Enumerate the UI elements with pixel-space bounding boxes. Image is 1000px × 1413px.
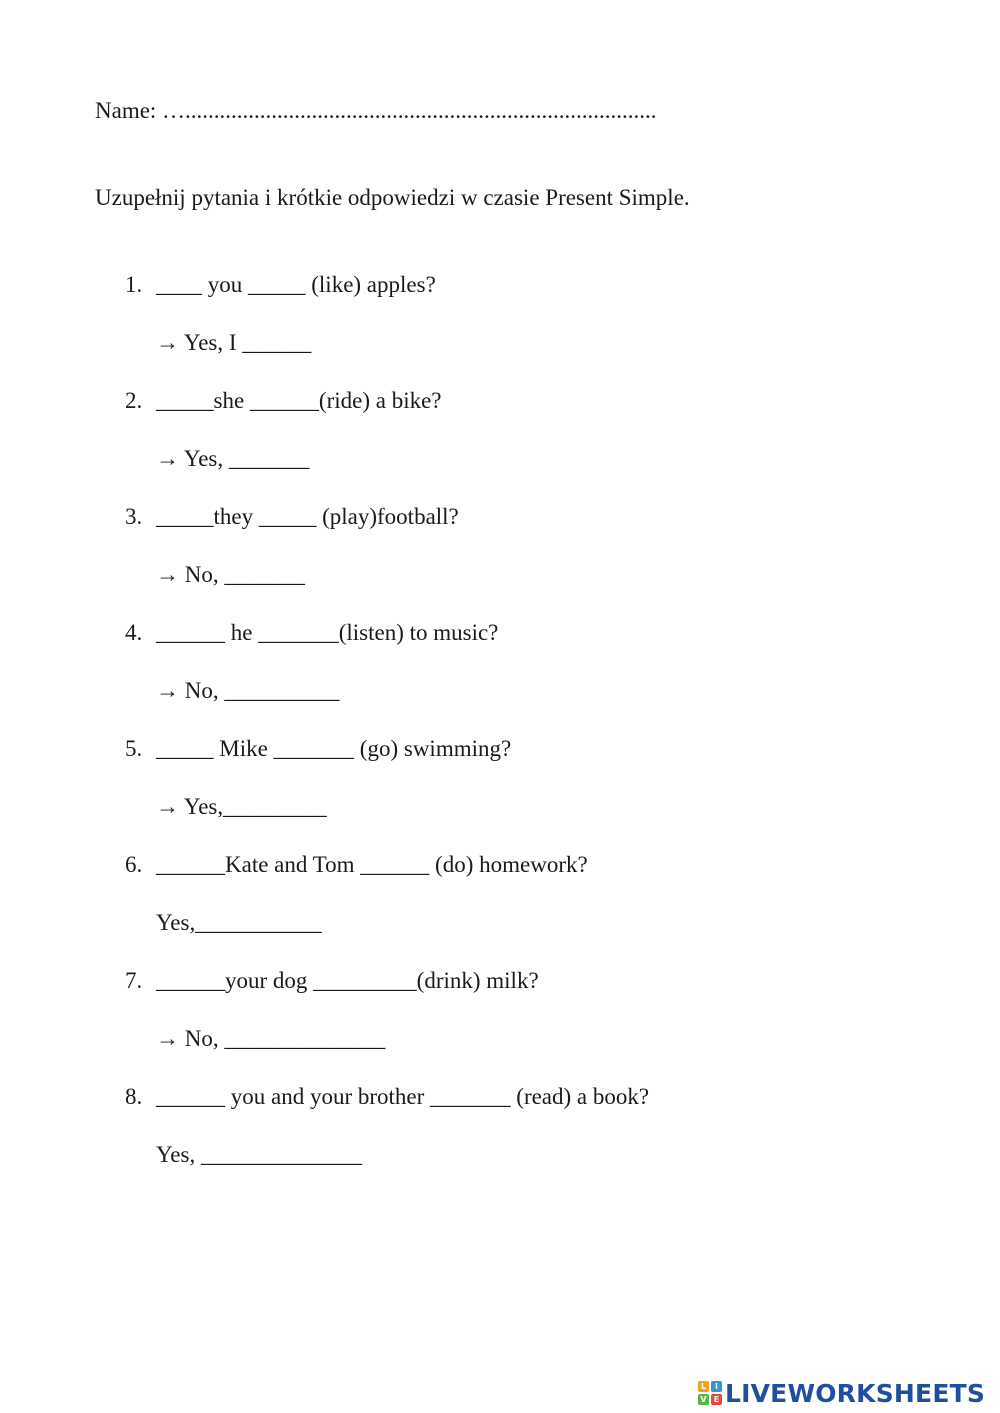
liveworksheets-brand <box>698 1377 985 1409</box>
answer-text: Yes,___________ <box>156 910 322 935</box>
answer-text: → Yes, _______ <box>156 446 310 471</box>
name-field-line: Name: ….................................................................................. <box>95 98 657 123</box>
answer-text: → No, __________ <box>156 678 340 703</box>
answer-text: Yes, ______________ <box>156 1142 362 1167</box>
liveworksheets-logo-icon <box>698 1381 722 1405</box>
logo-letter: L <box>698 1381 709 1392</box>
question-number: 6. <box>125 852 143 877</box>
answer-text: → No, ______________ <box>156 1026 386 1051</box>
question-number: 3. <box>125 504 143 529</box>
question-text: ______Kate and Tom ______ (do) homework? <box>156 852 588 877</box>
question-number: 8. <box>125 1084 143 1109</box>
question-text: _____they _____ (play)football? <box>156 504 459 529</box>
brand-wordmark: LIVEWORKSHEETS <box>725 1378 986 1408</box>
question-number: 5. <box>125 736 143 761</box>
question-number: 1. <box>125 272 143 297</box>
question-text: ____ you _____ (like) apples? <box>156 272 436 297</box>
answer-text: → Yes,_________ <box>156 794 327 819</box>
logo-letter: V <box>698 1394 709 1405</box>
logo-letter: I <box>711 1381 722 1392</box>
question-text: _____she ______(ride) a bike? <box>156 388 442 413</box>
question-text: ______your dog _________(drink) milk? <box>156 968 539 993</box>
question-text: ______ you and your brother _______ (read) a book? <box>156 1084 650 1109</box>
question-text: ______ he _______(listen) to music? <box>156 620 499 645</box>
logo-letter: E <box>711 1394 722 1405</box>
answer-text: → No, _______ <box>156 562 305 587</box>
question-text: _____ Mike _______ (go) swimming? <box>156 736 512 761</box>
question-number: 2. <box>125 388 143 413</box>
instruction-text: Uzupełnij pytania i krótkie odpowiedzi w czasie Present Simple. <box>95 185 690 210</box>
answer-text: → Yes, I ______ <box>156 330 312 355</box>
question-number: 4. <box>125 620 143 645</box>
question-number: 7. <box>125 968 143 993</box>
